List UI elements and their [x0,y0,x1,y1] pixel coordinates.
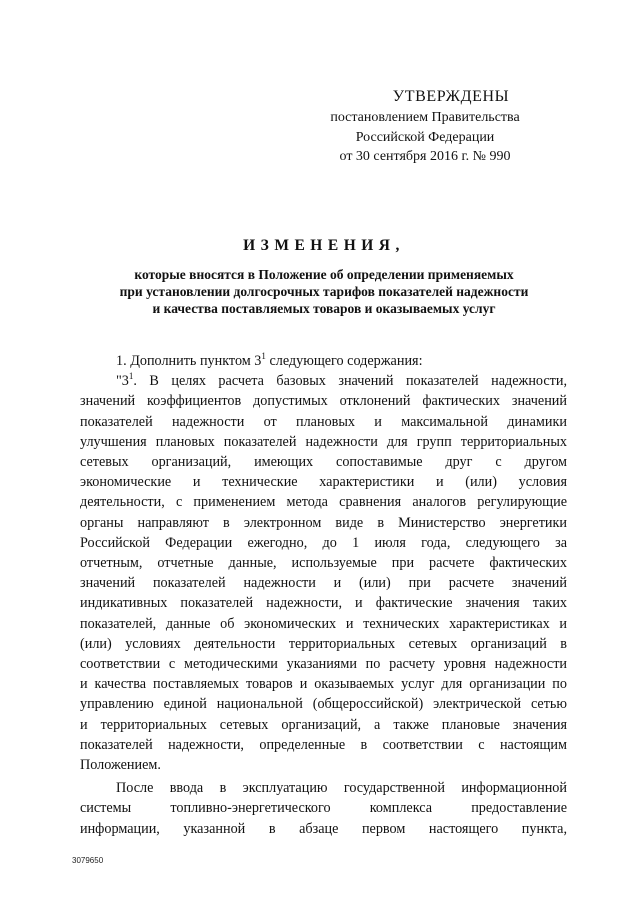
approval-line-3: от 30 сентября 2016 г. № 990 [339,149,511,164]
document-body [80,351,567,839]
paragraph-2-line: системы топливно-энергетического комплекса предоставление [80,800,567,817]
document-subtitle-line-2: при установлении долгосрочных тарифов показателей надежности [119,284,529,299]
clause-line: органы направляют в электронном виде в Министерство энергетики [80,514,567,531]
clause-superscript: 1 [128,371,134,382]
clause-line-text: . В целях расчета базовых значений показателей надежности, [133,373,567,390]
clause-line: экономические и технические характеристики и (или) условия [80,474,567,491]
approval-heading: УТВЕРЖДЕНЫ [392,88,510,105]
clause-line: показателей, данные об экономических и технических характеристиках и [80,615,567,632]
clause-line: индикативных показателей надежности, и фактические значения таких [80,595,567,612]
clause-line: соответствии с методическими указаниями по расчету уровня надежности [80,656,567,673]
clause-line: значений коэффициентов допустимых отклонений фактических значений [80,393,567,410]
approval-line-1: постановлением Правительства [330,110,520,125]
document-subtitle-line-3: и качества поставляемых товаров и оказываемых услуг [152,301,496,316]
item-1-prefix: 1. Дополнить пунктом 3 [116,353,262,369]
clause-line [80,371,567,391]
clause-line: и качества поставляемых товаров и оказываемых услуг для организации по [80,676,567,693]
document-title-block [80,236,568,317]
document-subtitle-line-1: которые вносятся в Положение об определении применяемых [134,267,514,282]
approval-line-2: Российской Федерации [355,129,495,145]
clause-line: показателей надежности, определенные в соответствии с настоящим [80,736,567,753]
clause-line: показателей надежности от плановых и максимальной динамики [80,413,567,430]
clause-line: отчетным, отчетные данные, используемые при расчете фактических [80,555,567,572]
document-title: ИЗМЕНЕНИЯ, [243,237,405,254]
item-1 [80,351,567,371]
item-1-superscript: 1 [261,351,266,361]
clause-line: и территориальных сетевых организаций, а также плановые значения [80,716,567,733]
clause-line: сетевых организаций, имеющих сопоставимые друг с другом [80,454,567,471]
clause-prefix: "3 [116,373,129,390]
clause-line: Российской Федерации ежегодно, до 1 июля года, следующего за [80,534,567,551]
clause-line: улучшения плановых показателей надежности для групп территориальных [80,433,567,450]
clause-line: (или) условиях деятельности территориальных сетевых организаций в [80,635,567,652]
clause-line: деятельности, с применением метода сравнения аналогов регулирующие [80,494,567,511]
paragraph-2-line: После ввода в эксплуатацию государственной информационной [116,780,567,797]
paragraph-2-line: информации, указанной в абзаце первом настоящего пункта, [80,820,567,837]
approval-block [300,86,550,167]
clause-line: значений показателей надежности и (или) при расчете значений [80,575,567,592]
item-1-suffix: следующего содержания: [265,353,423,369]
clause-line-last: Положением. [80,757,161,774]
clause-line: управлению единой национальной (общероссийской) электрической сетью [80,696,567,713]
document-number: 3079650 [72,856,104,865]
